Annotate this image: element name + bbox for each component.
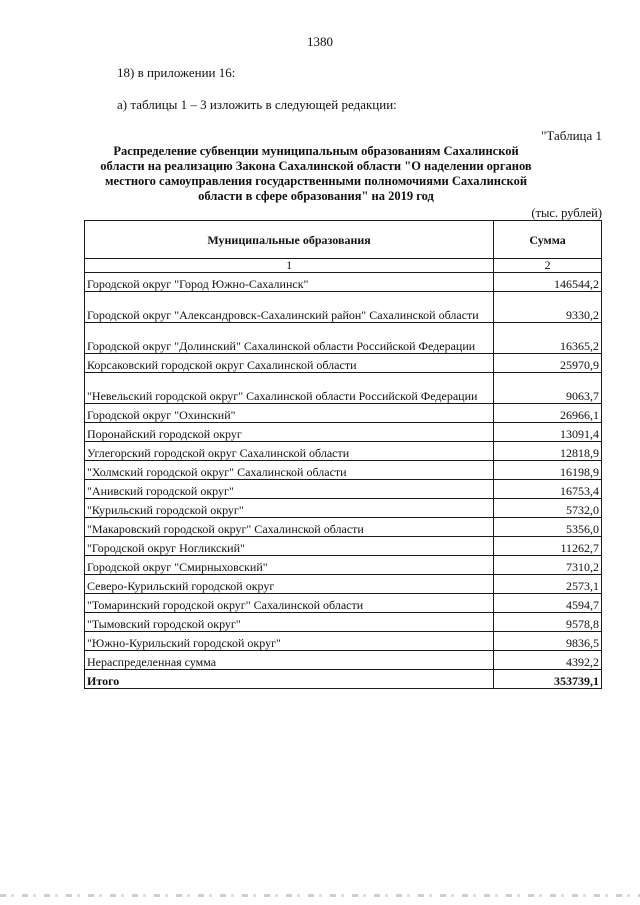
subsidy-amount: 9063,7 — [494, 373, 602, 404]
municipality-name: Нераспределенная сумма — [85, 651, 494, 670]
table-row — [85, 632, 602, 651]
municipality-name: Городской округ "Смирныховский" — [85, 556, 494, 575]
subsidy-amount: 9578,8 — [494, 613, 602, 632]
municipality-name: "Южно-Курильский городской округ" — [85, 632, 494, 651]
subsidy-amount: 7310,2 — [494, 556, 602, 575]
document-title: Распределение субвенции муниципальным образованиям Сахалинской области на реализацию Закона Сахалинской области "О наделении органов местного самоуправления государственными полномочиями Сахалинской области в сфере образования" на 2019 год — [100, 144, 532, 203]
header-municipal-entities: Муниципальные образования — [85, 221, 494, 259]
subsidy-amount: 5732,0 — [494, 499, 602, 518]
subsidy-amount: 2573,1 — [494, 575, 602, 594]
total-amount: 353739,1 — [494, 670, 602, 689]
subsidy-amount: 13091,4 — [494, 423, 602, 442]
subsidy-amount: 16365,2 — [494, 323, 602, 354]
table-row — [85, 292, 602, 323]
municipality-name: "Анивский городской округ" — [85, 480, 494, 499]
total-row — [85, 670, 602, 689]
table-row — [85, 273, 602, 292]
subsidy-amount: 25970,9 — [494, 354, 602, 373]
table-row — [85, 651, 602, 670]
table-row — [85, 480, 602, 499]
scan-artifact-line — [0, 894, 640, 897]
subsidy-table — [84, 220, 602, 689]
municipality-name: Северо-Курильский городской округ — [85, 575, 494, 594]
subsidy-amount: 16753,4 — [494, 480, 602, 499]
table-row — [85, 404, 602, 423]
municipality-name: Углегорский городской округ Сахалинской области — [85, 442, 494, 461]
subsidy-amount: 146544,2 — [494, 273, 602, 292]
municipality-name: "Городской округ Ногликский" — [85, 537, 494, 556]
table-row — [85, 423, 602, 442]
header-sum: Сумма — [494, 221, 602, 259]
table-row — [85, 373, 602, 404]
municipality-name: Городской округ "Долинский" Сахалинской области Российской Федерации — [85, 323, 494, 354]
total-label: Итого — [85, 670, 494, 689]
municipality-name: "Курильский городской округ" — [85, 499, 494, 518]
table-row — [85, 594, 602, 613]
subsidy-amount: 5356,0 — [494, 518, 602, 537]
table-row — [85, 323, 602, 354]
column-index-row — [85, 259, 602, 273]
subsidy-amount: 12818,9 — [494, 442, 602, 461]
table-label: "Таблица 1 — [541, 128, 602, 143]
municipality-name: Городской округ "Александровск-Сахалинский район" Сахалинской области — [85, 292, 494, 323]
intro-line-2: а) таблицы 1 – 3 изложить в следующей редакции: — [117, 97, 397, 112]
column-index-1: 1 — [85, 259, 494, 273]
table-header-row — [85, 221, 602, 259]
subsidy-amount: 11262,7 — [494, 537, 602, 556]
subsidy-amount: 9330,2 — [494, 292, 602, 323]
table-row — [85, 613, 602, 632]
page-number: 1380 — [307, 34, 333, 49]
municipality-name: "Тымовский городской округ" — [85, 613, 494, 632]
table-row — [85, 575, 602, 594]
municipality-name: "Макаровский городской округ" Сахалинской области — [85, 518, 494, 537]
municipality-name: "Холмский городской округ" Сахалинской области — [85, 461, 494, 480]
municipality-name: "Невельский городской округ" Сахалинской области Российской Федерации — [85, 373, 494, 404]
municipality-name: Городской округ "Город Южно-Сахалинск" — [85, 273, 494, 292]
intro-line-1: 18) в приложении 16: — [117, 65, 236, 80]
subsidy-amount: 4594,7 — [494, 594, 602, 613]
municipality-name: Корсаковский городской округ Сахалинской области — [85, 354, 494, 373]
municipality-name: "Томаринский городской округ" Сахалинской области — [85, 594, 494, 613]
municipality-name: Городской округ "Охинский" — [85, 404, 494, 423]
subsidy-amount: 16198,9 — [494, 461, 602, 480]
table-row — [85, 518, 602, 537]
table-row — [85, 354, 602, 373]
subsidy-amount: 4392,2 — [494, 651, 602, 670]
subsidy-amount: 9836,5 — [494, 632, 602, 651]
table-row — [85, 537, 602, 556]
table-row — [85, 556, 602, 575]
municipality-name: Поронайский городской округ — [85, 423, 494, 442]
units-label: (тыс. рублей) — [531, 206, 602, 220]
column-index-2: 2 — [494, 259, 602, 273]
table-row — [85, 461, 602, 480]
table-row — [85, 499, 602, 518]
table-row — [85, 442, 602, 461]
subsidy-amount: 26966,1 — [494, 404, 602, 423]
